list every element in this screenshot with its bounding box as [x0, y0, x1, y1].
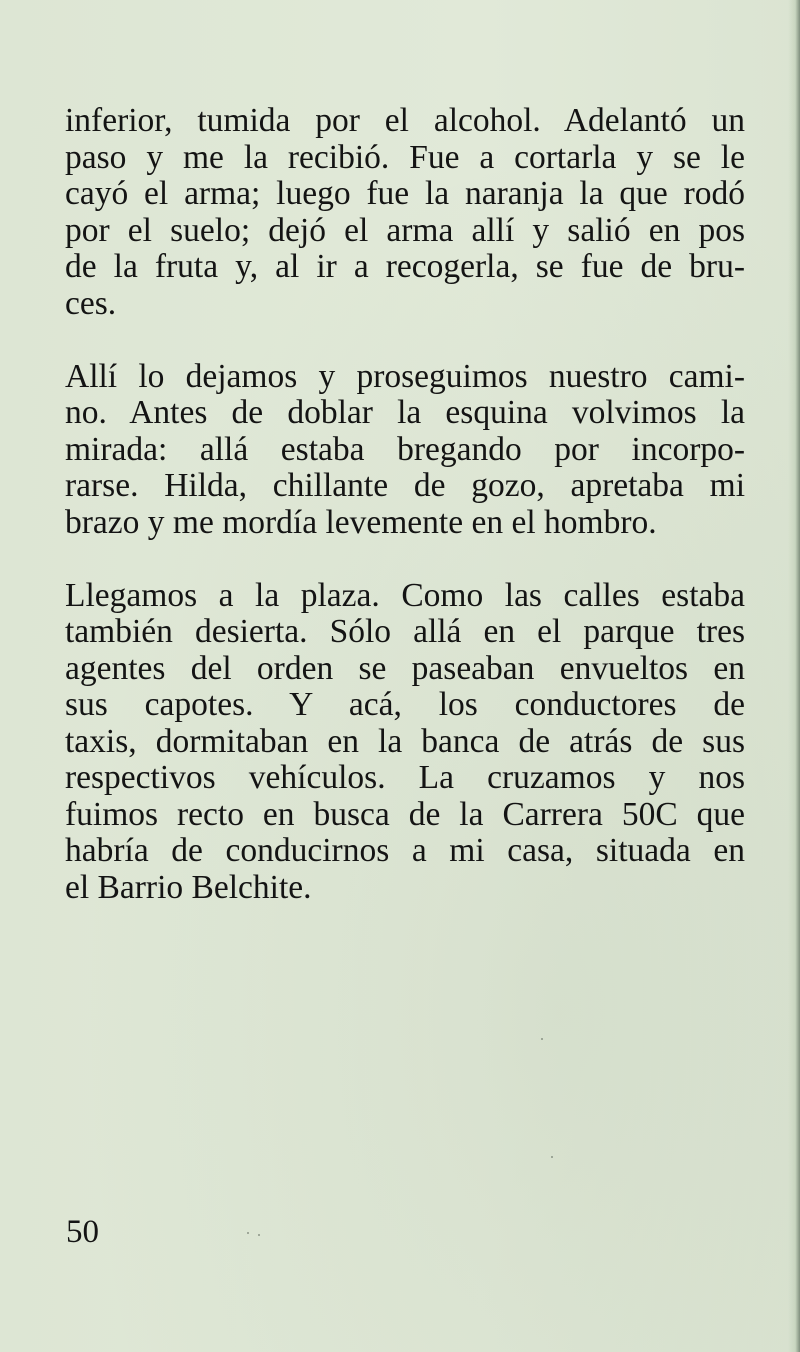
text-line: el Barrio Belchite.: [65, 868, 312, 906]
text-line: fuimos recto en busca de la Carrera 50C que: [65, 795, 745, 833]
paper-speck: [541, 1038, 543, 1040]
body-text: [65, 103, 745, 943]
text-line: Allí lo dejamos y proseguimos nuestro cami-: [65, 357, 745, 395]
paragraph-2: [65, 359, 745, 542]
text-line: respectivos vehículos. La cruzamos y nos: [65, 759, 745, 796]
text-line: brazo y me mordía levemente en el hombro.: [65, 503, 657, 541]
paper-speck: [551, 1156, 553, 1158]
text-line: inferior, tumida por el alcohol. Adelantó un: [65, 102, 745, 139]
text-line: también desierta. Sólo allá en el parque tres: [65, 613, 745, 650]
text-line: habría de conducirnos a mi casa, situada en: [65, 832, 745, 869]
text-line: Llegamos a la plaza. Como las calles estaba: [65, 576, 745, 614]
text-line: sus capotes. Y acá, los conductores de: [65, 686, 745, 723]
text-line: ces.: [65, 284, 117, 322]
page-edge-shadow: [788, 0, 800, 1352]
paragraph-3: [65, 578, 745, 907]
text-line: paso y me la recibió. Fue a cortarla y se le: [65, 138, 745, 176]
text-line: de la fruta y, al ir a recogerla, se fue de bru-: [65, 248, 745, 285]
text-line: no. Antes de doblar la esquina volvimos la: [65, 394, 745, 431]
paragraph-1: [65, 103, 745, 322]
text-line: mirada: allá estaba bregando por incorpo-: [65, 430, 745, 468]
text-line: por el suelo; dejó el arma allí y salió en pos: [65, 211, 745, 249]
text-line: cayó el arma; luego fue la naranja la que rodó: [65, 175, 745, 212]
text-line: agentes del orden se paseaban envueltos en: [65, 649, 745, 687]
text-line: taxis, dormitaban en la banca de atrás de sus: [65, 722, 745, 760]
paper-speck: [258, 1234, 260, 1236]
paper-speck: [247, 1232, 249, 1234]
text-line: rarse. Hilda, chillante de gozo, apretaba mi: [65, 467, 745, 504]
page-number: 50: [66, 1214, 99, 1250]
